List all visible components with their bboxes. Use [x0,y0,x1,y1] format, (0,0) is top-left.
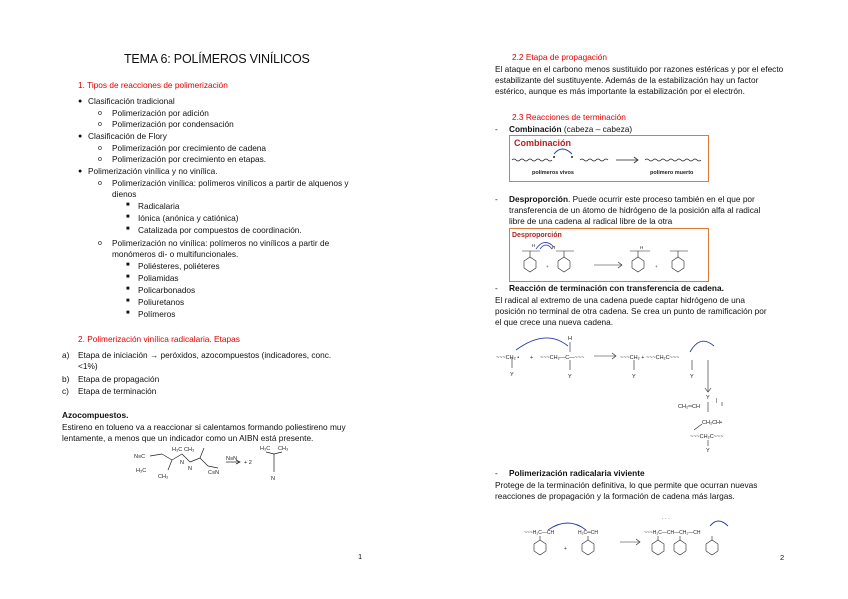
page-2 [424,0,848,599]
list-item: Poliésteres, poliéteres [138,261,220,271]
bullet-circle: o [98,121,102,128]
disproportion-label: Desproporción [509,194,569,204]
svg-text:~~~CH₂C~~~: ~~~CH₂C~~~ [690,434,724,440]
svg-text:N≡C: N≡C [134,454,146,460]
list-item: Etapa de propagación [78,374,160,384]
list-item: Polimerización por crecimiento de cadena [112,143,267,153]
bullet-square: ■ [126,214,130,220]
paragraph-line: reacciones de propagación y la formación de cadena más largas. [495,491,735,501]
aibn-decomposition-diagram [128,442,303,482]
svg-text:CH₃: CH₃ [278,446,289,452]
list-item: Polimerización vinílica y no vinílica. [88,166,218,176]
list-item: Policarbonados [138,285,196,295]
paragraph-line: estérico, aunque es más importante la estabilización por el electrón. [495,86,745,96]
page-number: 1 [358,552,363,561]
paragraph-line: estabilizante del sustituyente. Además de la estabilización hay un factor [495,75,759,85]
chain-transfer-scheme [494,332,724,457]
svg-text:~~~H₂C—CH: ~~~H₂C—CH [524,530,555,536]
svg-text:· · ·: · · · [662,516,670,522]
svg-text:C≡N: C≡N [208,470,220,476]
section-2-2-heading: 2.2 Etapa de propagación [512,52,608,62]
section-2-3-heading: 2.3 Reacciones de terminación [512,112,626,122]
paragraph-line: El radical al extremo de una cadena puede captar hidrógeno de una [495,295,746,305]
svg-text:+: + [564,546,567,552]
disproportion-line [509,194,789,206]
svg-text:+ 2: + 2 [244,460,252,466]
living-polymers-label: polímeros vivos [532,170,574,176]
paragraph-line: el que crece una nueva cadena. [495,317,614,327]
dash: - [495,283,498,293]
svg-text:H: H [552,245,556,250]
svg-text:N: N [271,476,275,482]
svg-text:~~~CH₂—C—~~~: ~~~CH₂—C—~~~ [540,355,585,361]
living-polymerization-scheme [524,512,739,560]
svg-text:Y: Y [632,374,636,380]
svg-text:|: | [716,398,718,404]
svg-text:CH₃: CH₃ [158,474,169,480]
page-title: TEMA 6: POLÍMEROS VINÍLICOS [124,52,310,66]
combination-scheme [510,136,708,181]
svg-text:Y: Y [510,372,514,378]
svg-text:+: + [530,355,534,361]
paragraph-line: lentamente, a menos que un indicador como un AIBN está presente. [62,433,314,443]
list-label: a) [62,350,70,360]
disproportion-text: . Puede ocurrir este proceso también en el que por [568,194,755,204]
list-item: Polimerización no vinílica: polímeros no vinílicos a partir de [112,238,330,248]
bullet-circle: o [98,145,102,152]
disproportion-scheme [510,229,708,281]
dash: - [495,124,498,134]
list-item: monómeros di- o multifuncionales. [112,249,239,259]
list-item: Catalizada por compuestos de coordinación. [138,225,302,235]
svg-text:CH₂CH•: CH₂CH• [702,420,722,426]
combination-figure-label: Combinación [514,138,572,148]
list-item: Etapa de terminación [78,386,157,396]
bullet-disc: ● [78,168,83,175]
svg-text:N: N [188,466,192,472]
svg-text:Y: Y [568,374,572,380]
svg-text:N: N [180,460,184,466]
paragraph-line: Estireno en tolueno va a reaccionar si calentamos formando poliestireno muy [62,422,346,432]
disproportion-figure-label: Desproporción [512,232,562,239]
svg-text:Y: Y [706,448,710,454]
bullet-disc: ● [78,98,83,105]
svg-text:H₃C: H₃C [172,447,183,453]
paragraph-line: libre de una cadena al radical libre de la otra [509,216,673,226]
bullet-circle: o [98,180,102,187]
svg-text:~~~CH₂ + ~~~CH₂C~~~: ~~~CH₂ + ~~~CH₂C~~~ [620,355,680,361]
paragraph-line: posición no terminal de otra cadena. Se crea un punto de ramificación por [495,306,767,316]
bullet-square: ■ [126,298,130,304]
list-item: Polimerización por crecimiento en etapas. [112,154,267,164]
bullet-disc: ● [78,133,83,140]
bullet-square: ■ [126,274,130,280]
azo-heading: Azocompuestos. [62,410,129,420]
combination-detail: (cabeza – cabeza) [561,124,633,134]
paragraph-line: El ataque en el carbono menos sustituido por razones estéricas y por el efecto [495,64,784,74]
svg-text:H₂C═CH: H₂C═CH [578,530,598,536]
svg-text:H: H [640,245,644,250]
svg-text:H: H [532,243,536,248]
list-item: Clasificación de Flory [88,131,167,141]
paragraph-line: Protege de la terminación definitiva, lo que permite que ocurran nuevas [495,480,758,490]
paragraph-line: transferencia de un átomo de hidrógeno de la posición alfa al radical [509,205,761,215]
disproportion-figure [509,228,709,282]
electron-arrow-icon [516,338,568,350]
bullet-circle: o [98,240,102,247]
bullet-square: ■ [126,310,130,316]
svg-text:CH₃: CH₃ [184,447,195,453]
page-number: 2 [780,553,785,562]
list-item: Poliuretanos [138,297,185,307]
list-item: dienos [112,189,137,199]
list-item: Poliamidas [138,273,179,283]
dead-polymer-label: polímero muerto [650,170,694,176]
bullet-square: ■ [126,286,130,292]
list-item: Polímeros [138,309,176,319]
combination-label: Combinación [509,124,562,134]
bullet-square: ■ [126,226,130,232]
svg-text:H: H [568,336,572,342]
transfer-heading: Reacción de terminación con transferencia de cadena. [509,283,724,293]
list-item: Polimerización por condensación [112,119,234,129]
section-1-heading: 1. Tipos de reacciones de polimerización [78,80,228,90]
svg-text:H₃C: H₃C [260,446,271,452]
list-item: Iónica (anónica y catiónica) [138,213,239,223]
list-label: b) [62,374,70,384]
dash: - [495,194,498,204]
list-item: Radicalaria [138,201,180,211]
bullet-circle: o [98,110,102,117]
list-item: Clasificación tradicional [88,96,175,106]
dash: - [495,468,498,478]
svg-text:~~~H₂C—CH—CH₂—CH: ~~~H₂C—CH—CH₂—CH [644,530,701,536]
bullet-square: ■ [126,262,130,268]
list-item: <1%) [78,361,98,371]
section-2-heading: 2. Polimerización vinílica radicalaria. Etapas [78,334,240,344]
svg-text:CH₂═CH: CH₂═CH [678,404,700,410]
svg-text:H₃C: H₃C [136,468,147,474]
living-polymerization-heading: Polimerización radicalaria viviente [509,468,645,478]
svg-text:N≡N: N≡N [226,456,238,462]
list-item: Polimerización por adición [112,108,209,118]
svg-text:Y: Y [690,374,694,380]
svg-text:~~~CH₂ •: ~~~CH₂ • [496,355,520,361]
svg-text:Y: Y [706,395,710,401]
combination-figure [509,135,709,182]
electron-arrow-icon [554,149,572,154]
list-item: Polimerización vinílica: polímeros vinílicos a partir de alquenos y [112,178,349,188]
electron-arrow-icon [548,523,586,530]
list-item: Etapa de iniciación → peróxidos, azocompuestos (indicadores, conc. [78,350,332,360]
bullet-square: ■ [126,202,130,208]
list-label: c) [62,386,69,396]
svg-text:+: + [546,264,549,269]
bullet-circle: o [98,156,102,163]
svg-text:+: + [655,264,658,269]
combination-line [509,124,632,136]
